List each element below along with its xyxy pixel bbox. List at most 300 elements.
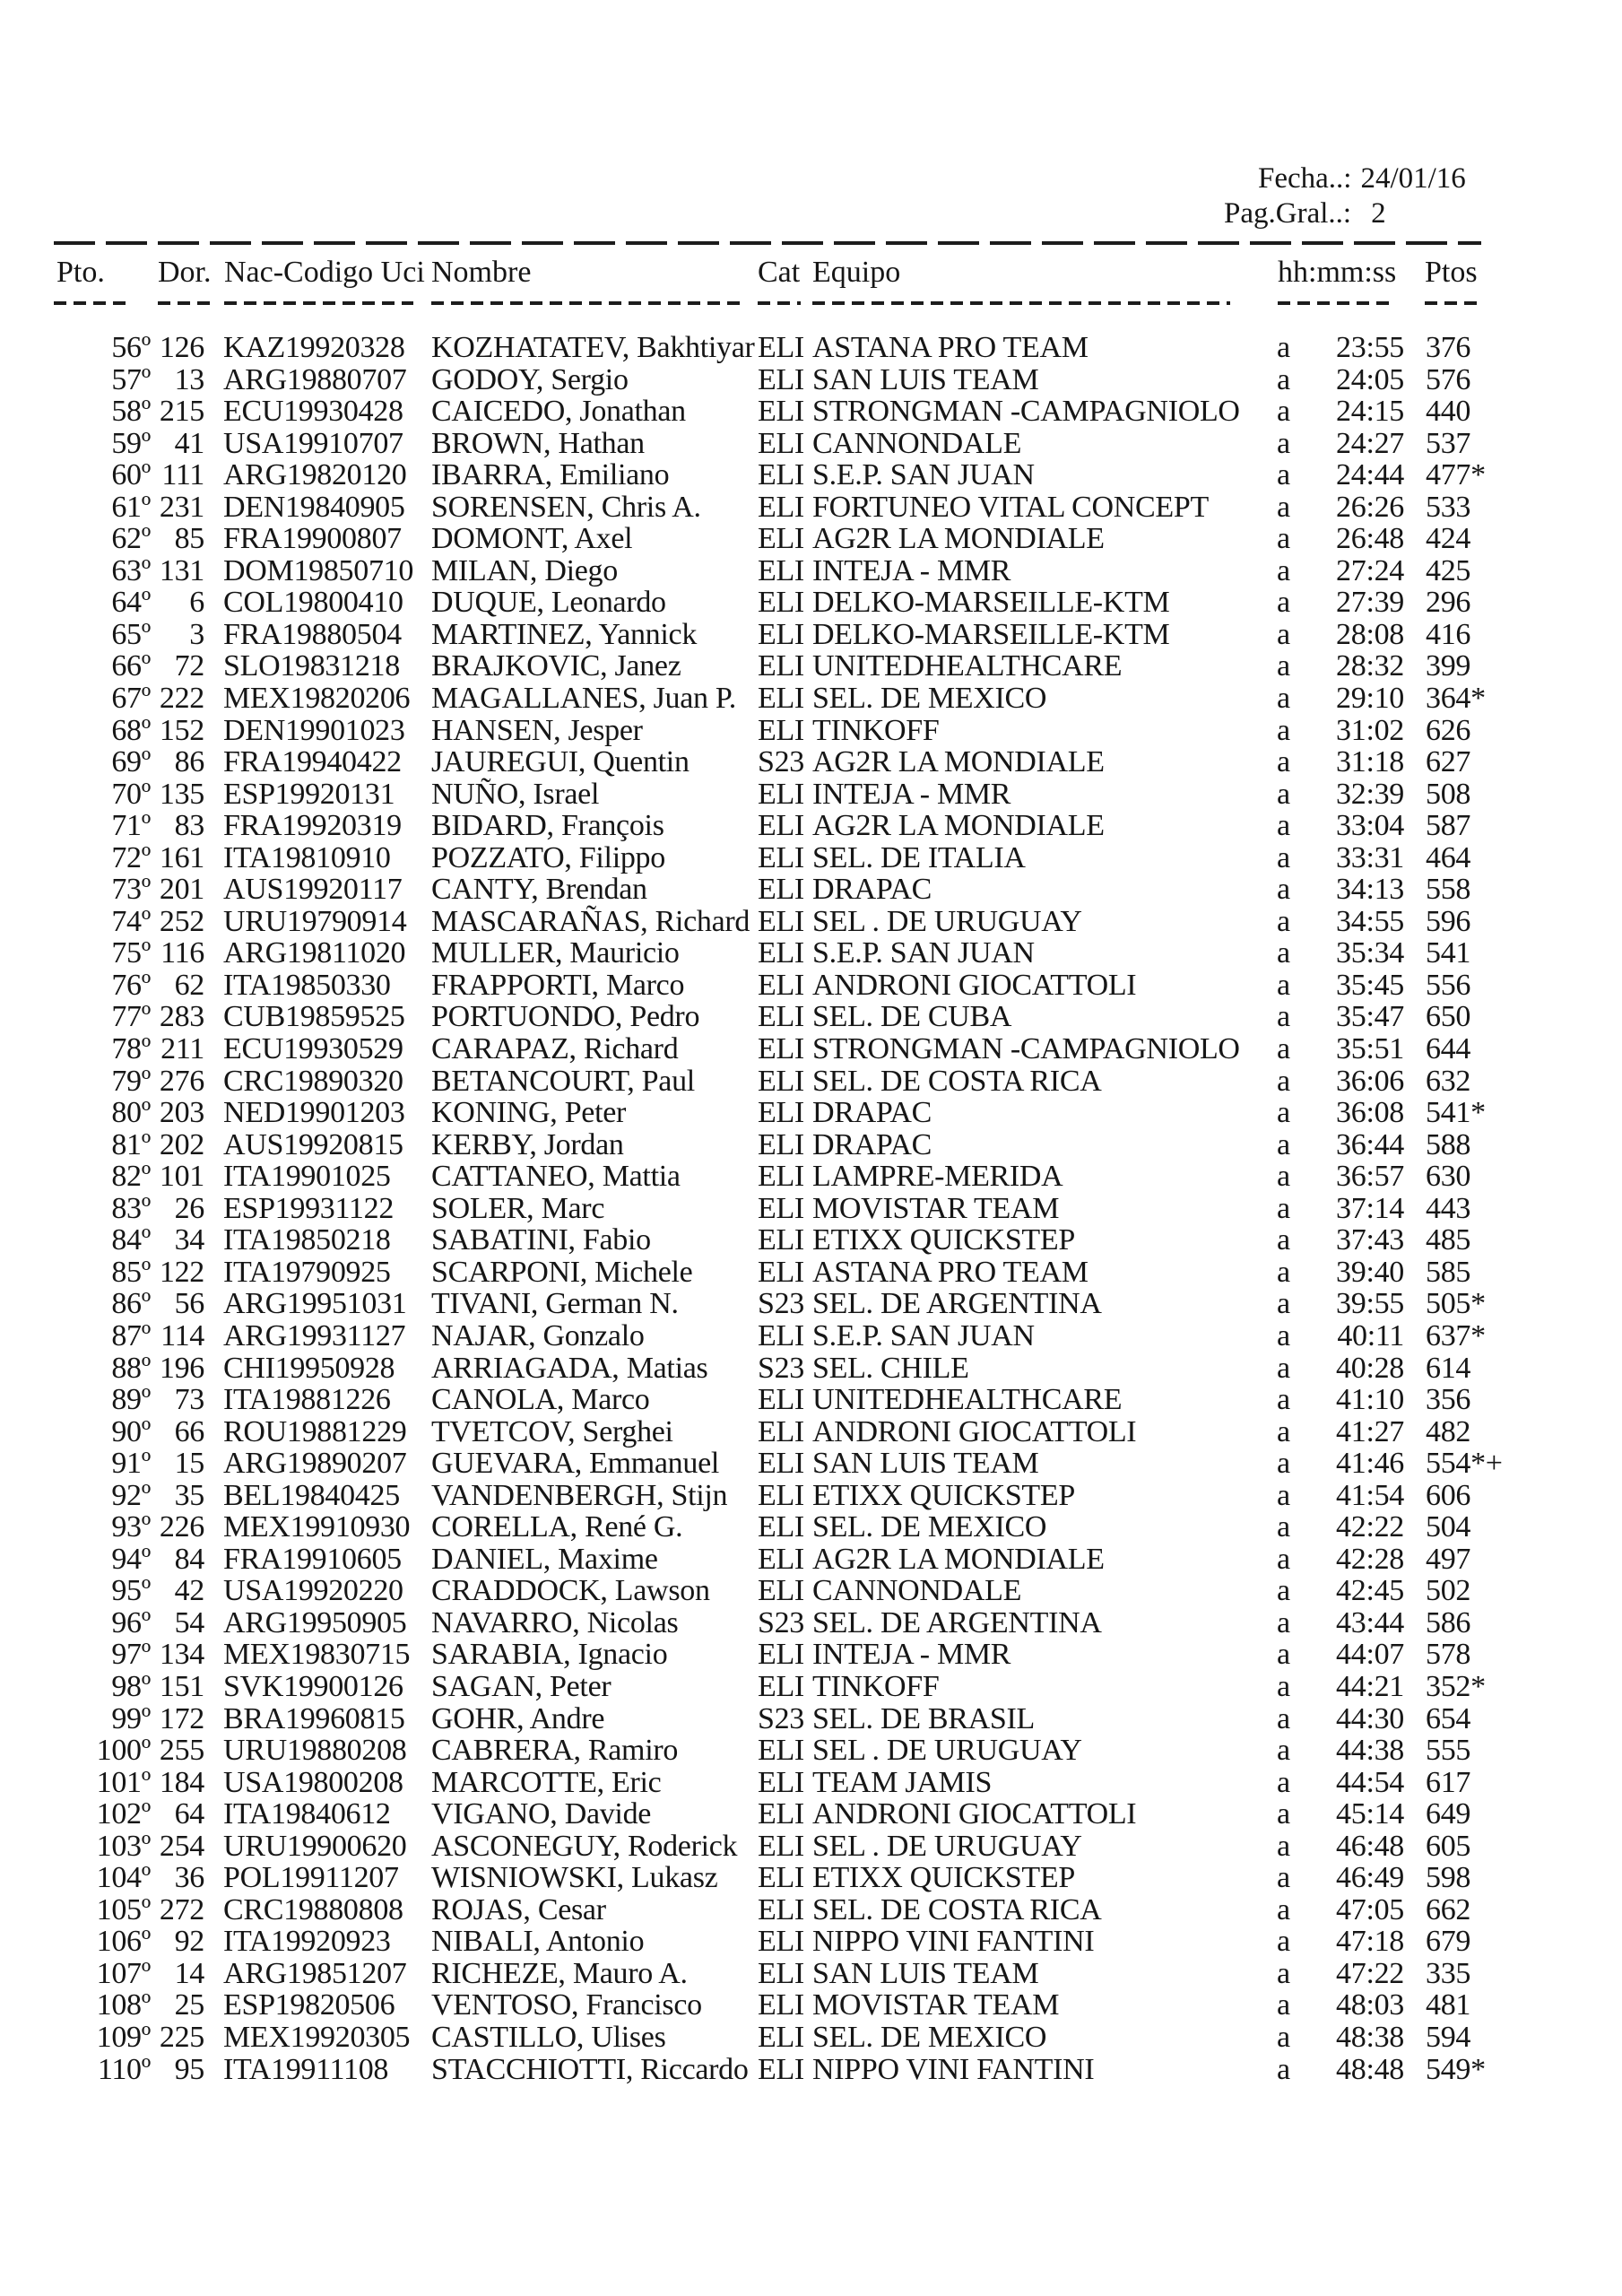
cell-rider-name: SABATINI, Fabio — [431, 1223, 651, 1257]
cell-uci-code: ARG19820120 — [223, 458, 407, 492]
cell-bib-number: 25 — [174, 1988, 204, 2022]
underline-cat — [758, 301, 801, 305]
cell-team: UNITEDHEALTHCARE — [812, 1383, 1123, 1417]
cell-time-gap: 35:34 — [1336, 936, 1404, 970]
cell-time-gap: 47:05 — [1336, 1892, 1404, 1926]
cell-rider-name: DOMONT, Axel — [431, 522, 633, 556]
cell-points: 549* — [1426, 2052, 1486, 2086]
cell-category: ELI — [758, 490, 804, 524]
cell-category: ELI — [758, 1542, 804, 1576]
cell-bib-number: 62 — [174, 968, 204, 1002]
cell-team: ASTANA PRO TEAM — [812, 1255, 1089, 1289]
cell-time-gap: 36:44 — [1336, 1127, 1404, 1161]
cell-uci-code: MEX19830715 — [223, 1638, 411, 1672]
cell-points: 497 — [1426, 1542, 1471, 1576]
cell-bib-number: 64 — [174, 1797, 204, 1831]
cell-gap-prefix: a — [1277, 553, 1290, 587]
cell-rider-name: PORTUONDO, Pedro — [431, 1000, 700, 1034]
cell-team: MOVISTAR TEAM — [812, 1191, 1060, 1225]
cell-points: 425 — [1426, 553, 1471, 587]
cell-points: 596 — [1426, 904, 1471, 938]
column-header-nombre: Nombre — [431, 256, 532, 289]
underline-equipo — [812, 301, 1230, 305]
cell-points: 606 — [1426, 1478, 1471, 1512]
cell-position: 98º — [111, 1669, 151, 1703]
cell-time-gap: 24:05 — [1336, 362, 1404, 396]
cell-time-gap: 47:22 — [1336, 1956, 1404, 1990]
cell-gap-prefix: a — [1277, 840, 1290, 874]
cell-points: 537 — [1426, 426, 1471, 460]
cell-bib-number: 152 — [159, 713, 204, 747]
cell-bib-number: 172 — [159, 1701, 204, 1735]
table-row — [0, 1671, 1622, 1703]
cell-time-gap: 35:47 — [1336, 1000, 1404, 1034]
cell-uci-code: MEX19820206 — [223, 682, 411, 716]
cell-time-gap: 29:10 — [1336, 682, 1404, 716]
cell-gap-prefix: a — [1277, 1000, 1290, 1034]
cell-team: DRAPAC — [812, 1096, 932, 1130]
cell-points: 558 — [1426, 873, 1471, 907]
cell-points: 424 — [1426, 522, 1471, 556]
table-row — [0, 1831, 1622, 1863]
cell-category: ELI — [758, 1510, 804, 1544]
cell-rider-name: NIBALI, Antonio — [431, 1925, 645, 1959]
cell-uci-code: NED19901203 — [223, 1096, 405, 1130]
table-row — [0, 555, 1622, 587]
cell-category: ELI — [758, 1638, 804, 1672]
cell-category: ELI — [758, 1096, 804, 1130]
cell-category: ELI — [758, 1765, 804, 1799]
cell-rider-name: GUEVARA, Emmanuel — [431, 1447, 720, 1481]
cell-team: SEL. DE MEXICO — [812, 682, 1047, 716]
cell-gap-prefix: a — [1277, 490, 1290, 524]
cell-position: 68º — [111, 713, 151, 747]
cell-uci-code: CUB19859525 — [223, 1000, 405, 1034]
cell-rider-name: KONING, Peter — [431, 1096, 627, 1130]
table-row — [0, 715, 1622, 747]
table-row — [0, 1735, 1622, 1767]
cell-team: MOVISTAR TEAM — [812, 1988, 1060, 2022]
cell-time-gap: 27:24 — [1336, 553, 1404, 587]
cell-gap-prefix: a — [1277, 904, 1290, 938]
table-row — [0, 1288, 1622, 1320]
table-row — [0, 1193, 1622, 1225]
cell-points: 556 — [1426, 968, 1471, 1002]
cell-gap-prefix: a — [1277, 649, 1290, 683]
cell-team: AG2R LA MONDIALE — [812, 522, 1105, 556]
cell-points: 443 — [1426, 1191, 1471, 1225]
cell-time-gap: 31:18 — [1336, 745, 1404, 779]
cell-points: 416 — [1426, 617, 1471, 651]
cell-category: ELI — [758, 777, 804, 811]
cell-uci-code: AUS19920117 — [223, 873, 403, 907]
cell-bib-number: 226 — [159, 1510, 204, 1544]
cell-gap-prefix: a — [1277, 1956, 1290, 1990]
cell-category: ELI — [758, 331, 804, 364]
cell-gap-prefix: a — [1277, 395, 1290, 429]
cell-uci-code: FRA19880504 — [223, 617, 402, 651]
cell-uci-code: ESP19931122 — [223, 1191, 395, 1225]
cell-uci-code: DOM19850710 — [223, 553, 414, 587]
cell-points: 654 — [1426, 1701, 1471, 1735]
cell-rider-name: ARRIAGADA, Matias — [431, 1351, 708, 1385]
cell-rider-name: GOHR, Andre — [431, 1701, 605, 1735]
cell-uci-code: ARG19811020 — [223, 936, 406, 970]
cell-category: ELI — [758, 1414, 804, 1448]
cell-uci-code: KAZ19920328 — [223, 331, 405, 364]
cell-category: ELI — [758, 1032, 804, 1066]
cell-points: 485 — [1426, 1223, 1471, 1257]
cell-team: CANNONDALE — [812, 1574, 1022, 1608]
cell-time-gap: 46:48 — [1336, 1829, 1404, 1863]
cell-time-gap: 46:49 — [1336, 1861, 1404, 1895]
cell-category: S23 — [758, 745, 805, 779]
cell-gap-prefix: a — [1277, 2020, 1290, 2054]
cell-time-gap: 43:44 — [1336, 1605, 1404, 1639]
cell-position: 103º — [96, 1829, 151, 1863]
table-row — [0, 1129, 1622, 1161]
cell-position: 107º — [96, 1956, 151, 1990]
cell-position: 102º — [96, 1797, 151, 1831]
cell-category: ELI — [758, 617, 804, 651]
table-row — [0, 778, 1622, 811]
table-row — [0, 874, 1622, 906]
cell-bib-number: 73 — [174, 1383, 204, 1417]
cell-rider-name: MILAN, Diego — [431, 553, 618, 587]
cell-category: S23 — [758, 1287, 805, 1321]
date-label: Fecha..: — [1258, 162, 1352, 195]
cell-uci-code: ESP19920131 — [223, 777, 395, 811]
cell-points: 617 — [1426, 1765, 1471, 1799]
column-header-equipo: Equipo — [812, 256, 901, 289]
cell-uci-code: URU19790914 — [223, 904, 407, 938]
cell-time-gap: 34:55 — [1336, 904, 1404, 938]
cell-category: ELI — [758, 809, 804, 843]
cell-gap-prefix: a — [1277, 2052, 1290, 2086]
cell-gap-prefix: a — [1277, 586, 1290, 620]
cell-team: SEL. DE CUBA — [812, 1000, 1012, 1034]
cell-rider-name: WISNIOWSKI, Lukasz — [431, 1861, 718, 1895]
cell-points: 578 — [1426, 1638, 1471, 1672]
cell-position: 96º — [111, 1605, 151, 1639]
cell-points: 364* — [1426, 682, 1486, 716]
table-row — [0, 1862, 1622, 1894]
cell-time-gap: 36:57 — [1336, 1160, 1404, 1194]
cell-category: ELI — [758, 1892, 804, 1926]
cell-uci-code: ITA19810910 — [223, 840, 391, 874]
cell-points: 440 — [1426, 395, 1471, 429]
cell-points: 650 — [1426, 1000, 1471, 1034]
cell-points: 352* — [1426, 1669, 1486, 1703]
cell-time-gap: 42:28 — [1336, 1542, 1404, 1576]
table-row — [0, 1989, 1622, 2022]
table-row — [0, 396, 1622, 428]
cell-bib-number: 231 — [159, 490, 204, 524]
cell-points: 541 — [1426, 936, 1471, 970]
cell-position: 66º — [111, 649, 151, 683]
cell-category: S23 — [758, 1605, 805, 1639]
cell-points: 533 — [1426, 490, 1471, 524]
underline-uci-code — [224, 301, 413, 305]
cell-uci-code: ARG19890207 — [223, 1447, 407, 1481]
cell-position: 63º — [111, 553, 151, 587]
cell-position: 61º — [111, 490, 151, 524]
cell-category: ELI — [758, 1191, 804, 1225]
cell-rider-name: JAUREGUI, Quentin — [431, 745, 690, 779]
cell-gap-prefix: a — [1277, 522, 1290, 556]
cell-points: 554*+ — [1426, 1447, 1503, 1481]
cell-bib-number: 276 — [159, 1064, 204, 1098]
cell-uci-code: ARG19950905 — [223, 1605, 407, 1639]
cell-points: 588 — [1426, 1127, 1471, 1161]
table-row — [0, 1639, 1622, 1671]
underline-nombre — [431, 301, 744, 305]
cell-time-gap: 47:18 — [1336, 1925, 1404, 1959]
underline-dor — [158, 301, 213, 305]
cell-bib-number: 83 — [174, 809, 204, 843]
cell-uci-code: USA19800208 — [223, 1765, 403, 1799]
cell-bib-number: 225 — [159, 2020, 204, 2054]
cell-uci-code: POL19911207 — [223, 1861, 399, 1895]
cell-rider-name: VIGANO, Davide — [431, 1797, 652, 1831]
table-row — [0, 1767, 1622, 1799]
cell-uci-code: CHI19950928 — [223, 1351, 395, 1385]
cell-bib-number: 283 — [159, 1000, 204, 1034]
cell-team: SEL. DE ARGENTINA — [812, 1605, 1102, 1639]
cell-points: 626 — [1426, 713, 1471, 747]
cell-category: ELI — [758, 1797, 804, 1831]
cell-category: S23 — [758, 1351, 805, 1385]
cell-time-gap: 48:03 — [1336, 1988, 1404, 2022]
cell-position: 109º — [96, 2020, 151, 2054]
cell-gap-prefix: a — [1277, 1255, 1290, 1289]
cell-category: S23 — [758, 1701, 805, 1735]
cell-gap-prefix: a — [1277, 1127, 1290, 1161]
cell-uci-code: ARG19931127 — [223, 1318, 406, 1352]
cell-category: ELI — [758, 1956, 804, 1990]
cell-position: 56º — [111, 331, 151, 364]
cell-gap-prefix: a — [1277, 1478, 1290, 1512]
cell-team: SAN LUIS TEAM — [812, 362, 1039, 396]
cell-rider-name: HANSEN, Jesper — [431, 713, 643, 747]
cell-uci-code: DEN19840905 — [223, 490, 405, 524]
cell-uci-code: BRA19960815 — [223, 1701, 405, 1735]
cell-category: ELI — [758, 1064, 804, 1098]
cell-time-gap: 41:10 — [1336, 1383, 1404, 1417]
table-row — [0, 650, 1622, 683]
cell-rider-name: STACCHIOTTI, Riccardo — [431, 2052, 749, 2086]
cell-position: 57º — [111, 362, 151, 396]
cell-team: SAN LUIS TEAM — [812, 1447, 1039, 1481]
cell-points: 464 — [1426, 840, 1471, 874]
cell-rider-name: SCARPONI, Michele — [431, 1255, 693, 1289]
table-row — [0, 1958, 1622, 1990]
cell-bib-number: 42 — [174, 1574, 204, 1608]
cell-rider-name: GODOY, Sergio — [431, 362, 629, 396]
cell-time-gap: 44:07 — [1336, 1638, 1404, 1672]
cell-uci-code: ESP19820506 — [223, 1988, 395, 2022]
cell-gap-prefix: a — [1277, 777, 1290, 811]
cell-uci-code: BEL19840425 — [223, 1478, 400, 1512]
cell-bib-number: 56 — [174, 1287, 204, 1321]
cell-rider-name: SOLER, Marc — [431, 1191, 605, 1225]
cell-category: ELI — [758, 1734, 804, 1768]
cell-position: 90º — [111, 1414, 151, 1448]
cell-position: 95º — [111, 1574, 151, 1608]
column-header-ptos: Ptos — [1425, 256, 1478, 289]
cell-uci-code: SLO19831218 — [223, 649, 400, 683]
cell-bib-number: 215 — [159, 395, 204, 429]
cell-rider-name: BIDARD, François — [431, 809, 664, 843]
cell-points: 504 — [1426, 1510, 1471, 1544]
cell-uci-code: CRC19890320 — [223, 1064, 403, 1098]
cell-points: 644 — [1426, 1032, 1471, 1066]
table-row — [0, 491, 1622, 524]
cell-rider-name: KOZHATATEV, Bakhtiyar — [431, 331, 755, 364]
cell-category: ELI — [758, 713, 804, 747]
cell-position: 80º — [111, 1096, 151, 1130]
column-header-time: hh:mm:ss — [1278, 256, 1397, 289]
cell-points: 630 — [1426, 1160, 1471, 1194]
cell-category: ELI — [758, 1861, 804, 1895]
table-row — [0, 1033, 1622, 1065]
cell-position: 86º — [111, 1287, 151, 1321]
cell-rider-name: NAJAR, Gonzalo — [431, 1318, 645, 1352]
cell-time-gap: 40:28 — [1336, 1351, 1404, 1385]
cell-time-gap: 48:38 — [1336, 2020, 1404, 2054]
cell-position: 87º — [111, 1318, 151, 1352]
cell-category: ELI — [758, 904, 804, 938]
cell-bib-number: 222 — [159, 682, 204, 716]
cell-gap-prefix: a — [1277, 1447, 1290, 1481]
table-row — [0, 1097, 1622, 1129]
cell-gap-prefix: a — [1277, 1669, 1290, 1703]
cell-points: 585 — [1426, 1255, 1471, 1289]
cell-category: ELI — [758, 1383, 804, 1417]
cell-gap-prefix: a — [1277, 331, 1290, 364]
cell-uci-code: ITA19840612 — [223, 1797, 391, 1831]
cell-time-gap: 27:39 — [1336, 586, 1404, 620]
cell-team: ETIXX QUICKSTEP — [812, 1861, 1075, 1895]
cell-uci-code: ITA19790925 — [223, 1255, 391, 1289]
cell-rider-name: ROJAS, Cesar — [431, 1892, 606, 1926]
table-row — [0, 1416, 1622, 1448]
cell-category: ELI — [758, 522, 804, 556]
cell-team: AG2R LA MONDIALE — [812, 1542, 1105, 1576]
cell-time-gap: 24:15 — [1336, 395, 1404, 429]
cell-uci-code: SVK19900126 — [223, 1669, 403, 1703]
underline-pto — [54, 301, 133, 305]
cell-rider-name: TVETCOV, Serghei — [431, 1414, 673, 1448]
cell-time-gap: 34:13 — [1336, 873, 1404, 907]
cell-bib-number: 116 — [160, 936, 204, 970]
cell-position: 101º — [96, 1765, 151, 1799]
cell-team: DELKO-MARSEILLE-KTM — [812, 617, 1170, 651]
cell-position: 64º — [111, 586, 151, 620]
cell-gap-prefix: a — [1277, 1797, 1290, 1831]
cell-bib-number: 84 — [174, 1542, 204, 1576]
cell-uci-code: ARG19880707 — [223, 362, 407, 396]
table-row — [0, 523, 1622, 555]
cell-category: ELI — [758, 649, 804, 683]
cell-position: 105º — [96, 1892, 151, 1926]
cell-team: SEL . DE URUGUAY — [812, 904, 1082, 938]
cell-bib-number: 184 — [159, 1765, 204, 1799]
table-row — [0, 2022, 1622, 2054]
table-row — [0, 1798, 1622, 1831]
cell-uci-code: ARG19951031 — [223, 1287, 407, 1321]
cell-team: S.E.P. SAN JUAN — [812, 936, 1035, 970]
cell-category: ELI — [758, 1925, 804, 1959]
cell-points: 356 — [1426, 1383, 1471, 1417]
cell-position: 83º — [111, 1191, 151, 1225]
cell-position: 72º — [111, 840, 151, 874]
cell-gap-prefix: a — [1277, 426, 1290, 460]
cell-gap-prefix: a — [1277, 745, 1290, 779]
cell-team: ETIXX QUICKSTEP — [812, 1223, 1075, 1257]
cell-rider-name: ASCONEGUY, Roderick — [431, 1829, 738, 1863]
table-row — [0, 332, 1622, 364]
cell-category: ELI — [758, 1223, 804, 1257]
cell-time-gap: 44:30 — [1336, 1701, 1404, 1735]
cell-points: 576 — [1426, 362, 1471, 396]
cell-rider-name: RICHEZE, Mauro A. — [431, 1956, 688, 1990]
column-header-cat: Cat — [758, 256, 801, 289]
cell-rider-name: CASTILLO, Ulises — [431, 2020, 666, 2054]
cell-bib-number: 85 — [174, 522, 204, 556]
cell-points: 335 — [1426, 1956, 1471, 1990]
column-header-uci-code: Nac-Codigo Uci — [224, 256, 425, 289]
page-number-line — [1224, 196, 1386, 230]
cell-rider-name: SARABIA, Ignacio — [431, 1638, 668, 1672]
cell-time-gap: 37:43 — [1336, 1223, 1404, 1257]
table-row — [0, 1161, 1622, 1193]
cell-gap-prefix: a — [1277, 873, 1290, 907]
cell-rider-name: VENTOSO, Francisco — [431, 1988, 702, 2022]
cell-gap-prefix: a — [1277, 1925, 1290, 1959]
cell-points: 399 — [1426, 649, 1471, 683]
cell-uci-code: ITA19881226 — [223, 1383, 391, 1417]
cell-time-gap: 42:22 — [1336, 1510, 1404, 1544]
cell-time-gap: 42:45 — [1336, 1574, 1404, 1608]
cell-uci-code: AUS19920815 — [223, 1127, 403, 1161]
cell-points: 627 — [1426, 745, 1471, 779]
cell-bib-number: 135 — [159, 777, 204, 811]
cell-team: TEAM JAMIS — [812, 1765, 993, 1799]
cell-gap-prefix: a — [1277, 1287, 1290, 1321]
cell-gap-prefix: a — [1277, 1510, 1290, 1544]
table-row — [0, 1607, 1622, 1639]
cell-rider-name: CATTANEO, Mattia — [431, 1160, 681, 1194]
cell-uci-code: ITA19911108 — [223, 2052, 389, 2086]
cell-gap-prefix: a — [1277, 1096, 1290, 1130]
cell-rider-name: TIVANI, German N. — [431, 1287, 679, 1321]
cell-category: ELI — [758, 1255, 804, 1289]
cell-position: 100º — [96, 1734, 151, 1768]
cell-uci-code: MEX19920305 — [223, 2020, 411, 2054]
cell-gap-prefix: a — [1277, 617, 1290, 651]
cell-position: 59º — [111, 426, 151, 460]
cell-points: 649 — [1426, 1797, 1471, 1831]
cell-rider-name: MARCOTTE, Eric — [431, 1765, 662, 1799]
cell-rider-name: BETANCOURT, Paul — [431, 1064, 695, 1098]
cell-team: DRAPAC — [812, 1127, 932, 1161]
cell-position: 91º — [111, 1447, 151, 1481]
table-row — [0, 1320, 1622, 1352]
cell-team: ASTANA PRO TEAM — [812, 331, 1089, 364]
cell-team: DELKO-MARSEILLE-KTM — [812, 586, 1170, 620]
cell-gap-prefix: a — [1277, 713, 1290, 747]
